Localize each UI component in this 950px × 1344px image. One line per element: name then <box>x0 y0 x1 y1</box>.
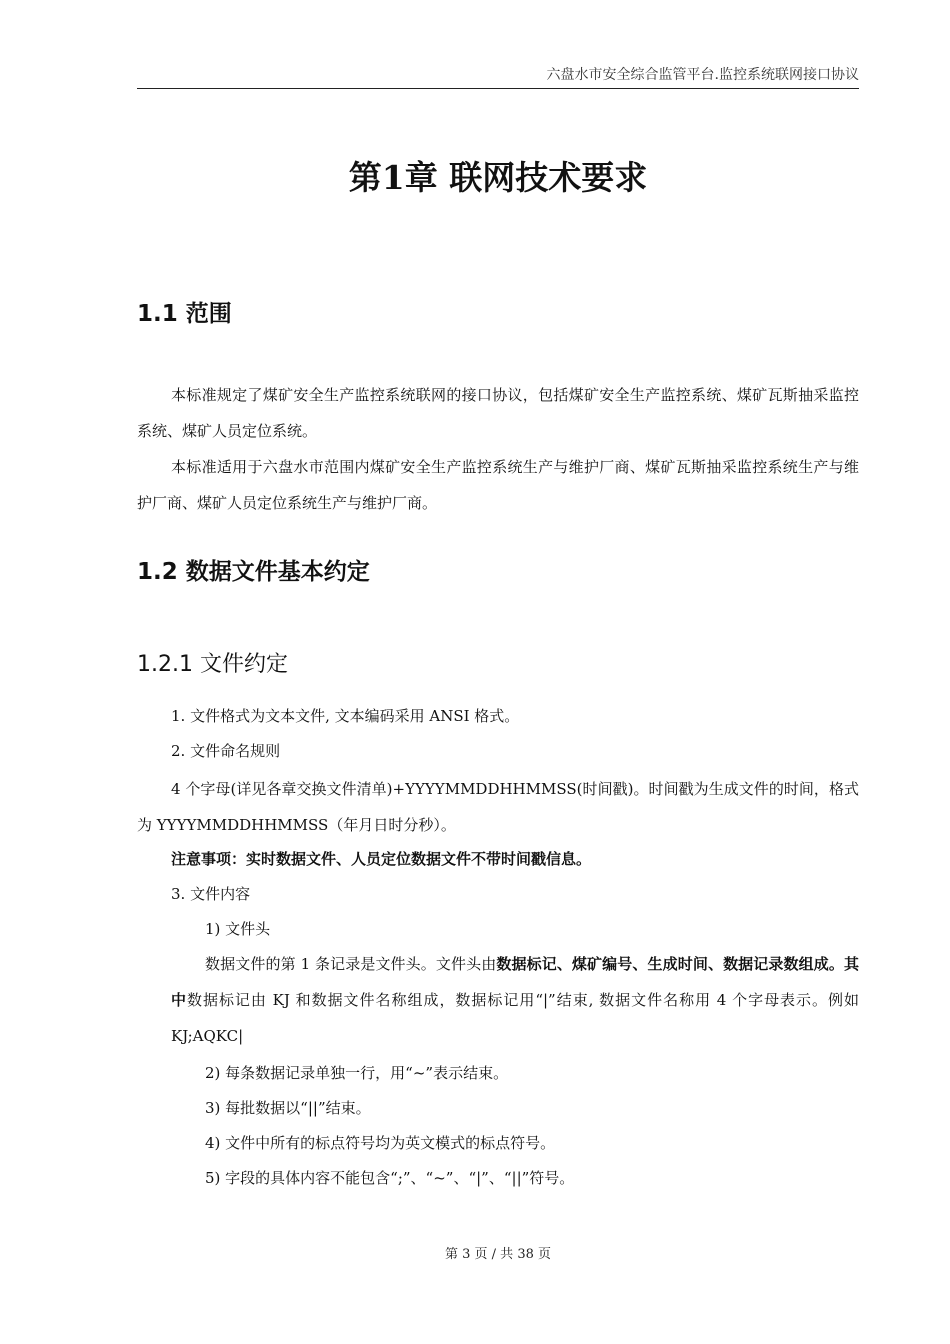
file-header-tail: 数据标记由 KJ 和数据文件名称组成，数据标记用“|”结束, 数据文件名称用 4 个字母表示。例如 KJ;AQKC| <box>171 991 859 1045</box>
list-item-file-format: 1. 文件格式为文本文件, 文本编码采用 ANSI 格式。 <box>171 707 520 725</box>
page-number: 第 3 页 / 共 38 页 <box>445 1247 551 1262</box>
notice-text: 注意事项：实时数据文件、人员定位数据文件不带时间戳信息。 <box>171 850 592 868</box>
sub-item-file-header: 1) 文件头 <box>205 920 271 938</box>
section-heading-1-2: 1.2 数据文件基本约定 <box>137 559 370 585</box>
section-heading-1-2-1: 1.2.1 文件约定 <box>137 652 288 677</box>
scope-paragraph-1: 本标准规定了煤矿安全生产监控系统联网的接口协议，包括煤矿安全生产监控系统、煤矿瓦斯抽采监控系统、煤矿人员定位系统。 <box>137 386 859 440</box>
file-header-lead: 数据文件的第 1 条记录是文件头。文件头由 <box>205 955 497 973</box>
sub-item-punctuation: 4) 文件中所有的标点符号均为英文模式的标点符号。 <box>205 1134 556 1152</box>
scope-paragraph-2: 本标准适用于六盘水市范围内煤矿安全生产监控系统生产与维护厂商、煤矿瓦斯抽采监控系统生产与维护厂商、煤矿人员定位系统生产与维护厂商。 <box>137 458 859 512</box>
file-header-paragraph <box>171 946 859 1054</box>
page-footer <box>137 1246 859 1264</box>
naming-paragraph: 4 个字母(详见各章交换文件清单)+YYYYMMDDHHMMSS(时间戳)。时间戳为生成文件的时间，格式为 YYYYMMDDHHMMSS（年月日时分秒）。 <box>137 780 859 834</box>
section-heading-1-1: 1.1 范围 <box>137 301 232 327</box>
file-header-bold: 数据标记、煤矿编号、生成时间、数据记录数组成。其中 <box>171 955 859 1009</box>
header-title: 六盘水市安全综合监管平台.监控系统联网接口协议 <box>546 67 859 83</box>
list-item-naming-rule: 2. 文件命名规则 <box>171 742 281 760</box>
sub-item-forbidden-symbols: 5) 字段的具体内容不能包含“;”、“~”、“|”、“||”符号。 <box>205 1169 575 1187</box>
sub-item-batch-end: 3) 每批数据以“||”结束。 <box>205 1099 371 1117</box>
sub-item-record-line: 2) 每条数据记录单独一行，用“~”表示结束。 <box>205 1064 509 1082</box>
page-header <box>137 66 859 89</box>
list-item-file-content: 3. 文件内容 <box>171 885 251 903</box>
chapter-title: 第1章 联网技术要求 <box>348 158 648 197</box>
